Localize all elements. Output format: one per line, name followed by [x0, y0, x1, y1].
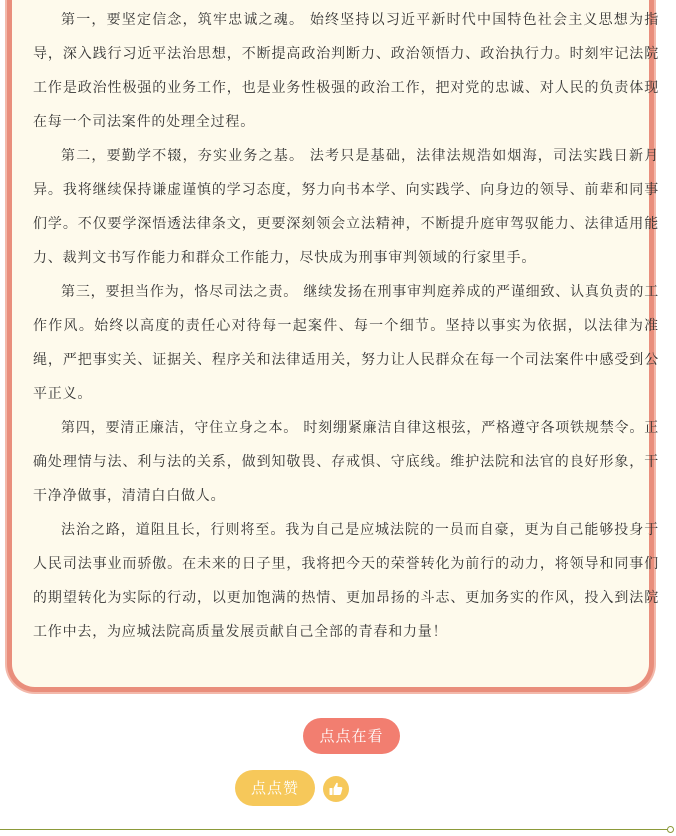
divider-line [0, 829, 672, 830]
paragraph-2: 第二，要勤学不辍，夯实业务之基。 法考只是基础，法律法规浩如烟海，司法实践日新月异。我将继续保持谦虚谨慎的学习态度，努力向书本学、向实践学、向身边的领导、前辈和同事们学。不仅要学深悟透法律条文，更要深刻领会立法精神，不断提升庭审驾驭能力、法律适用能力、裁判文书写作能力和群众工作能力，尽快成为刑事审判领域的行家里手。 [33, 148, 659, 266]
thumbs-up-icon[interactable] [323, 776, 349, 802]
paragraph-4: 第四，要清正廉洁，守住立身之本。 时刻绷紧廉洁自律这根弦，严格遵守各项铁规禁令。正确处理情与法、利与法的关系，做到知敬畏、存戒惧、守底线。维护法院和法官的良好形象，干干净净做事，清清白白做人。 [33, 420, 659, 504]
article-body [33, 3, 659, 649]
paragraph-5: 法治之路，道阻且长，行则将至。我为自己是应城法院的一员而自豪，更为自己能够投身于人民司法事业而骄傲。在未来的日子里，我将把今天的荣誉转化为前行的动力，将领导和同事们的期望转化为实际的行动，以更加饱满的热情、更加昂扬的斗志、更加务实的作风，投入到法院工作中去，为应城法院高质量发展贡献自己全部的青春和力量！ [33, 522, 659, 640]
article-card [7, 0, 659, 692]
paragraph-3: 第三，要担当作为，恪尽司法之责。 继续发扬在刑事审判庭养成的严谨细致、认真负责的工作作风。始终以高度的责任心对待每一起案件、每一个细节。坚持以事实为依据，以法律为准绳，严把事实关、证据关、程序关和法律适用关，努力让人民群众在每一个司法案件中感受到公平正义。 [33, 284, 659, 402]
like-button[interactable]: 点点赞 [235, 770, 315, 806]
view-button[interactable]: 点点在看 [303, 718, 400, 754]
thumbs-up-glyph [328, 781, 344, 797]
divider-dot [667, 826, 674, 833]
paragraph-1: 第一，要坚定信念，筑牢忠诚之魂。 始终坚持以习近平新时代中国特色社会主义思想为指导，深入践行习近平法治思想，不断提高政治判断力、政治领悟力、政治执行力。时刻牢记法院工作是政治性极强的业务工作，也是业务性极强的政治工作，把对党的忠诚、对人民的负责体现在每一个司法案件的处理全过程。 [33, 12, 659, 130]
